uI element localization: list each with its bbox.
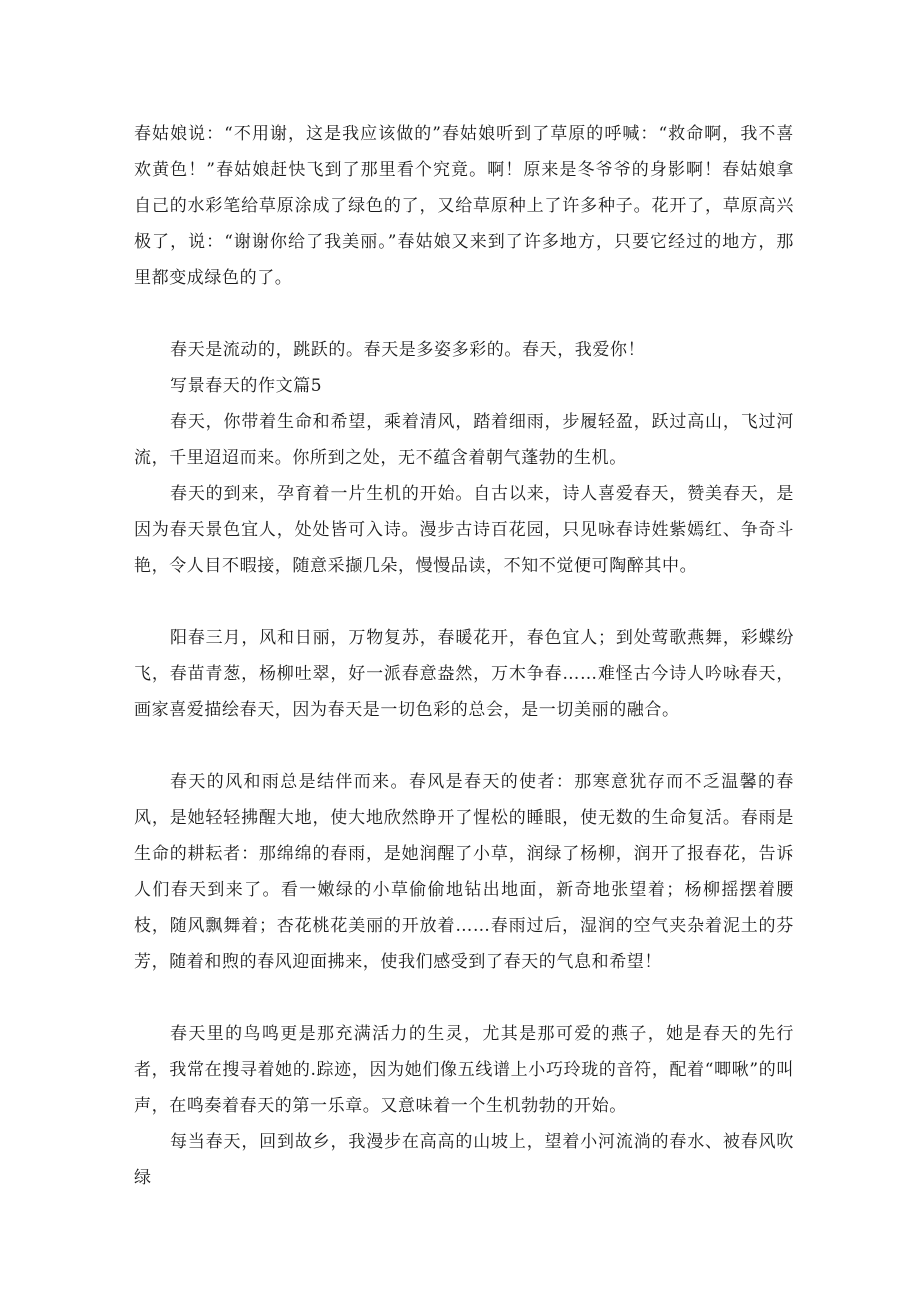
paragraph-spring-girl: 春姑娘说：“不用谢，这是我应该做的”春姑娘听到了草原的呼喊：“救命啊，我不喜欢黄色！”春姑娘赶快飞到了那里看个究竟。啊！原来是冬爷爷的身影啊！春姑娘拿自己的水彩笔给草原涂成了绿色的了，又给草原种上了许多种子。花开了，草原高兴极了，说：“谢谢你给了我美丽。”春姑娘又来到了许多地方，只要它经过的地方，那里都变成绿色的了。 (134, 124, 794, 288)
paragraph-hometown: 每当春天，回到故乡，我漫步在高高的山坡上，望着小河流淌的春水、被春风吹绿 (134, 1132, 794, 1188)
paragraph-birds: 春天里的鸟鸣更是那充满活力的生灵，尤其是那可爱的燕子，她是春天的先行者，我常在搜寻着她的.踪迹，因为她们像五线谱上小巧玲珑的音符，配着“唧啾”的叫声，在鸣奏着春天的第一乐章。又意味着一个生机勃勃的开始。 (134, 1024, 794, 1116)
paragraph-spring-love: 春天是流动的，跳跃的。春天是多姿多彩的。春天，我爱你！ (170, 340, 646, 360)
section-heading: 写景春天的作文篇5 (170, 376, 323, 396)
paragraph-spring-arrival: 春天，你带着生命和希望，乘着清风，踏着细雨，步履轻盈，跃过高山，飞过河流，千里迢迢而来。你所到之处，无不蕴含着朝气蓬勃的生机。 (134, 412, 794, 468)
paragraph-wind-rain: 春天的风和雨总是结伴而来。春风是春天的使者：那寒意犹存而不乏温馨的春风，是她轻轻拂醒大地，使大地欣然睁开了惺松的睡眼，使无数的生命复活。春雨是生命的耕耘者：那绵绵的春雨，是她润醒了小草，润绿了杨柳，润开了报春花，告诉人们春天到来了。看一嫩绿的小草偷偷地钻出地面，新奇地张望着；杨柳摇摆着腰枝，随风飘舞着；杏花桃花美丽的开放着……春雨过后，湿润的空气夹杂着泥土的芬芳，随着和煦的春风迎面拂来，使我们感受到了春天的气息和希望！ (134, 772, 794, 972)
paragraph-march-scenery: 阳春三月，风和日丽，万物复苏，春暖花开，春色宜人；到处莺歌燕舞，彩蝶纷飞，春苗青葱，杨柳吐翠，好一派春意盎然，万木争春……难怪古今诗人吟咏春天，画家喜爱描绘春天，因为春天是一切色彩的总会，是一切美丽的融合。 (134, 628, 794, 720)
paragraph-spring-poetry: 春天的到来，孕育着一片生机的开始。自古以来，诗人喜爱春天，赞美春天，是因为春天景色宜人，处处皆可入诗。漫步古诗百花园，只见咏春诗姓紫嫣红、争奇斗艳，令人目不暇接，随意采撷几朵，慢慢品读，不知不觉便可陶醉其中。 (134, 484, 794, 576)
